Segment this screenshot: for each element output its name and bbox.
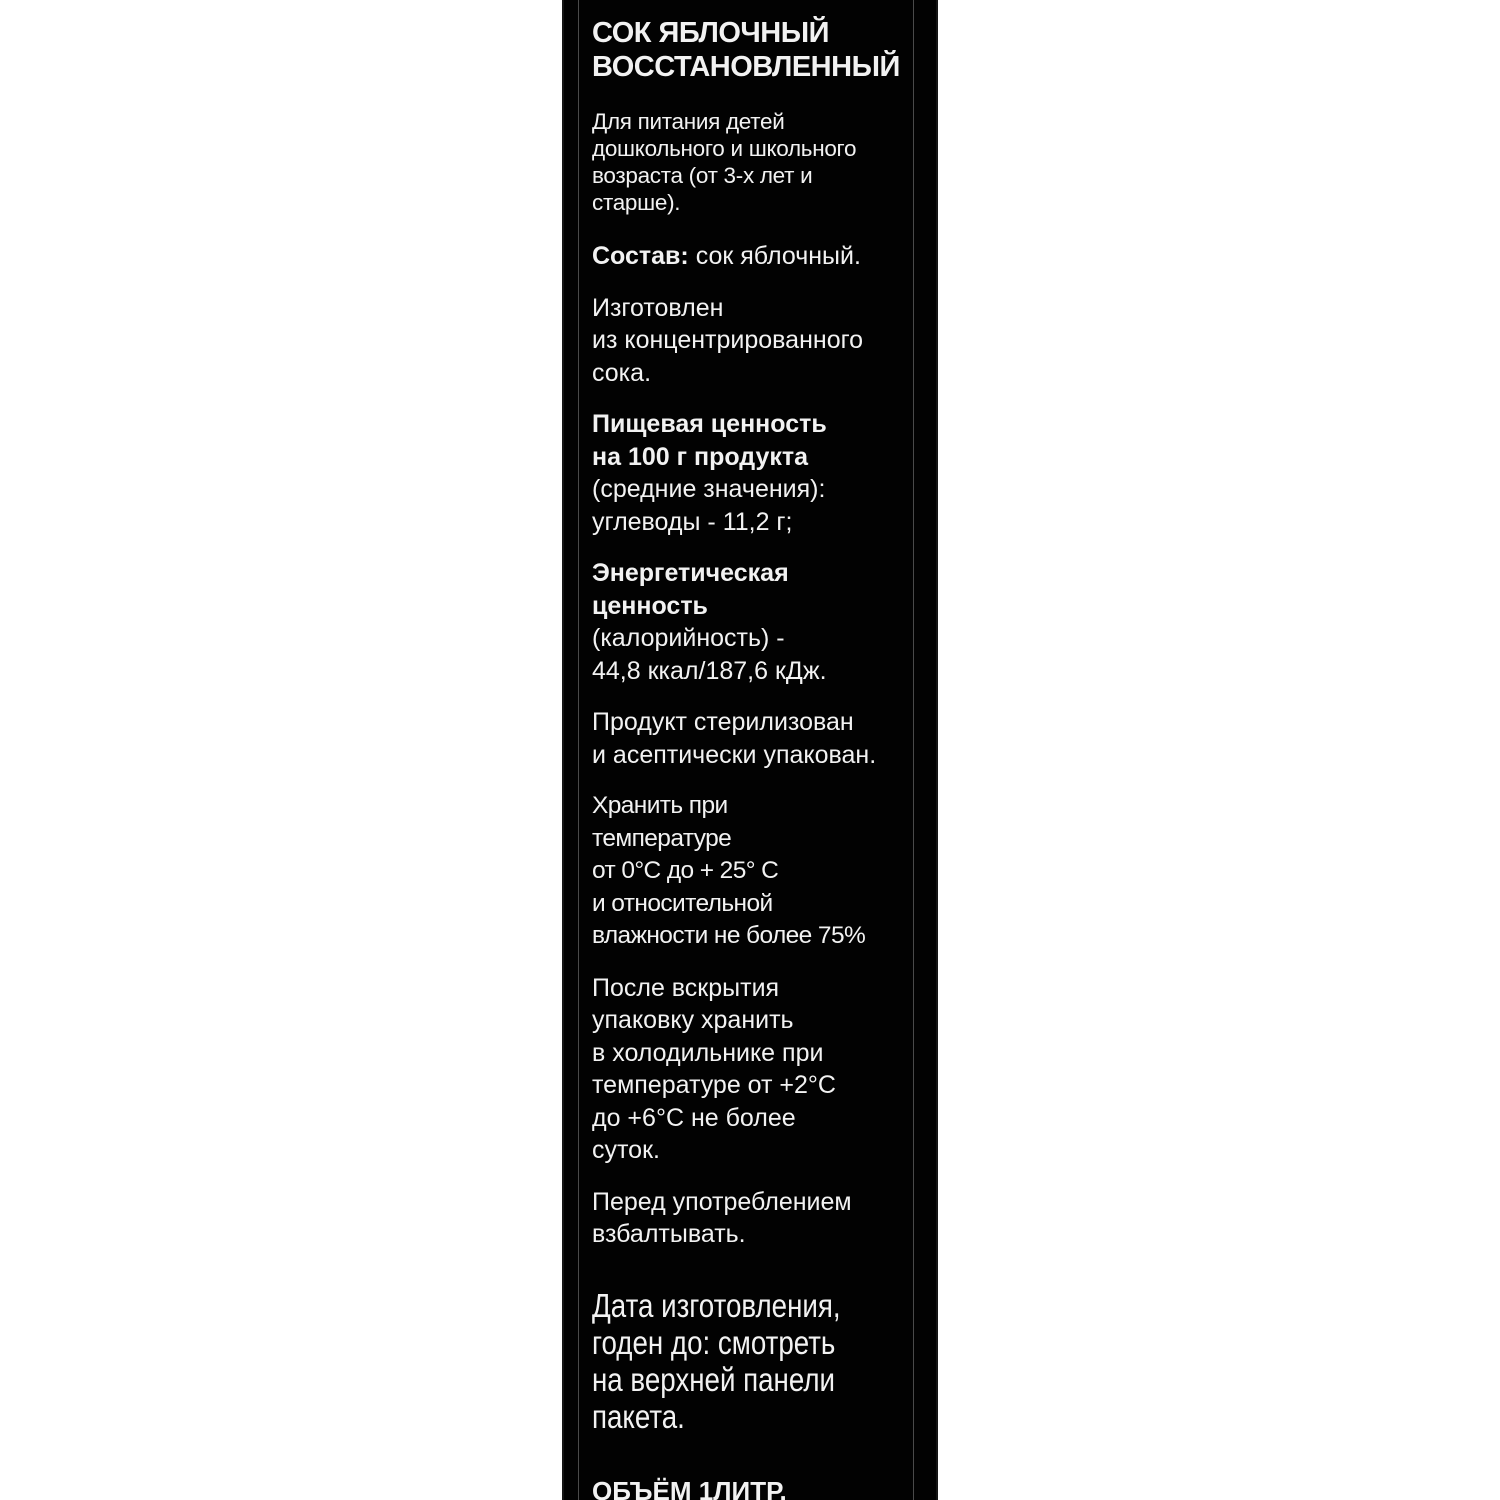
composition-label: Состав: bbox=[592, 242, 689, 270]
composition-line bbox=[592, 240, 912, 273]
date-info-text: Дата изготовления, годен до: смотреть на верхней панели пакета. bbox=[592, 1286, 841, 1435]
energy-values: (калорийность) - 44,8 ккал/187,6 кДж. bbox=[592, 624, 827, 685]
nutrition-values: (средние значения): углеводы - 11,2 г; bbox=[592, 475, 826, 536]
nutrition-block bbox=[592, 408, 912, 538]
storage-text: Хранить при температуре от 0°С до + 25° С и относительной влажности не более 75% bbox=[592, 792, 866, 949]
nutrition-heading: Пищевая ценность на 100 г продукта bbox=[592, 410, 827, 471]
energy-block bbox=[592, 557, 912, 687]
composition-value: сок яблочный. bbox=[688, 242, 861, 270]
volume-text: ОБЪЁМ 1ЛИТР. bbox=[592, 1475, 787, 1500]
product-title: СОК ЯБЛОЧНЫЙ ВОССТАНОВЛЕННЫЙ bbox=[592, 17, 900, 83]
after-opening-text: После вскрытия упаковку хранить в холодильнике при температуре от +2°С до +6°С не более суток. bbox=[592, 973, 836, 1164]
panel-left-rule bbox=[578, 0, 579, 1500]
sterilized-text: Продукт стерилизован и асептически упакован. bbox=[592, 708, 877, 769]
label-content bbox=[592, 16, 912, 1500]
shake-text: Перед употреблением взбалтывать. bbox=[592, 1187, 852, 1248]
panel-right-rule bbox=[913, 0, 914, 1500]
made-from-text: Изготовлен из концентрированного сока. bbox=[592, 293, 864, 387]
juice-label-panel bbox=[562, 0, 938, 1500]
energy-heading: Энергетическая ценность bbox=[592, 559, 789, 620]
audience-text: Для питания детей дошкольного и школьного возраста (от 3-х лет и старше). bbox=[592, 109, 857, 215]
